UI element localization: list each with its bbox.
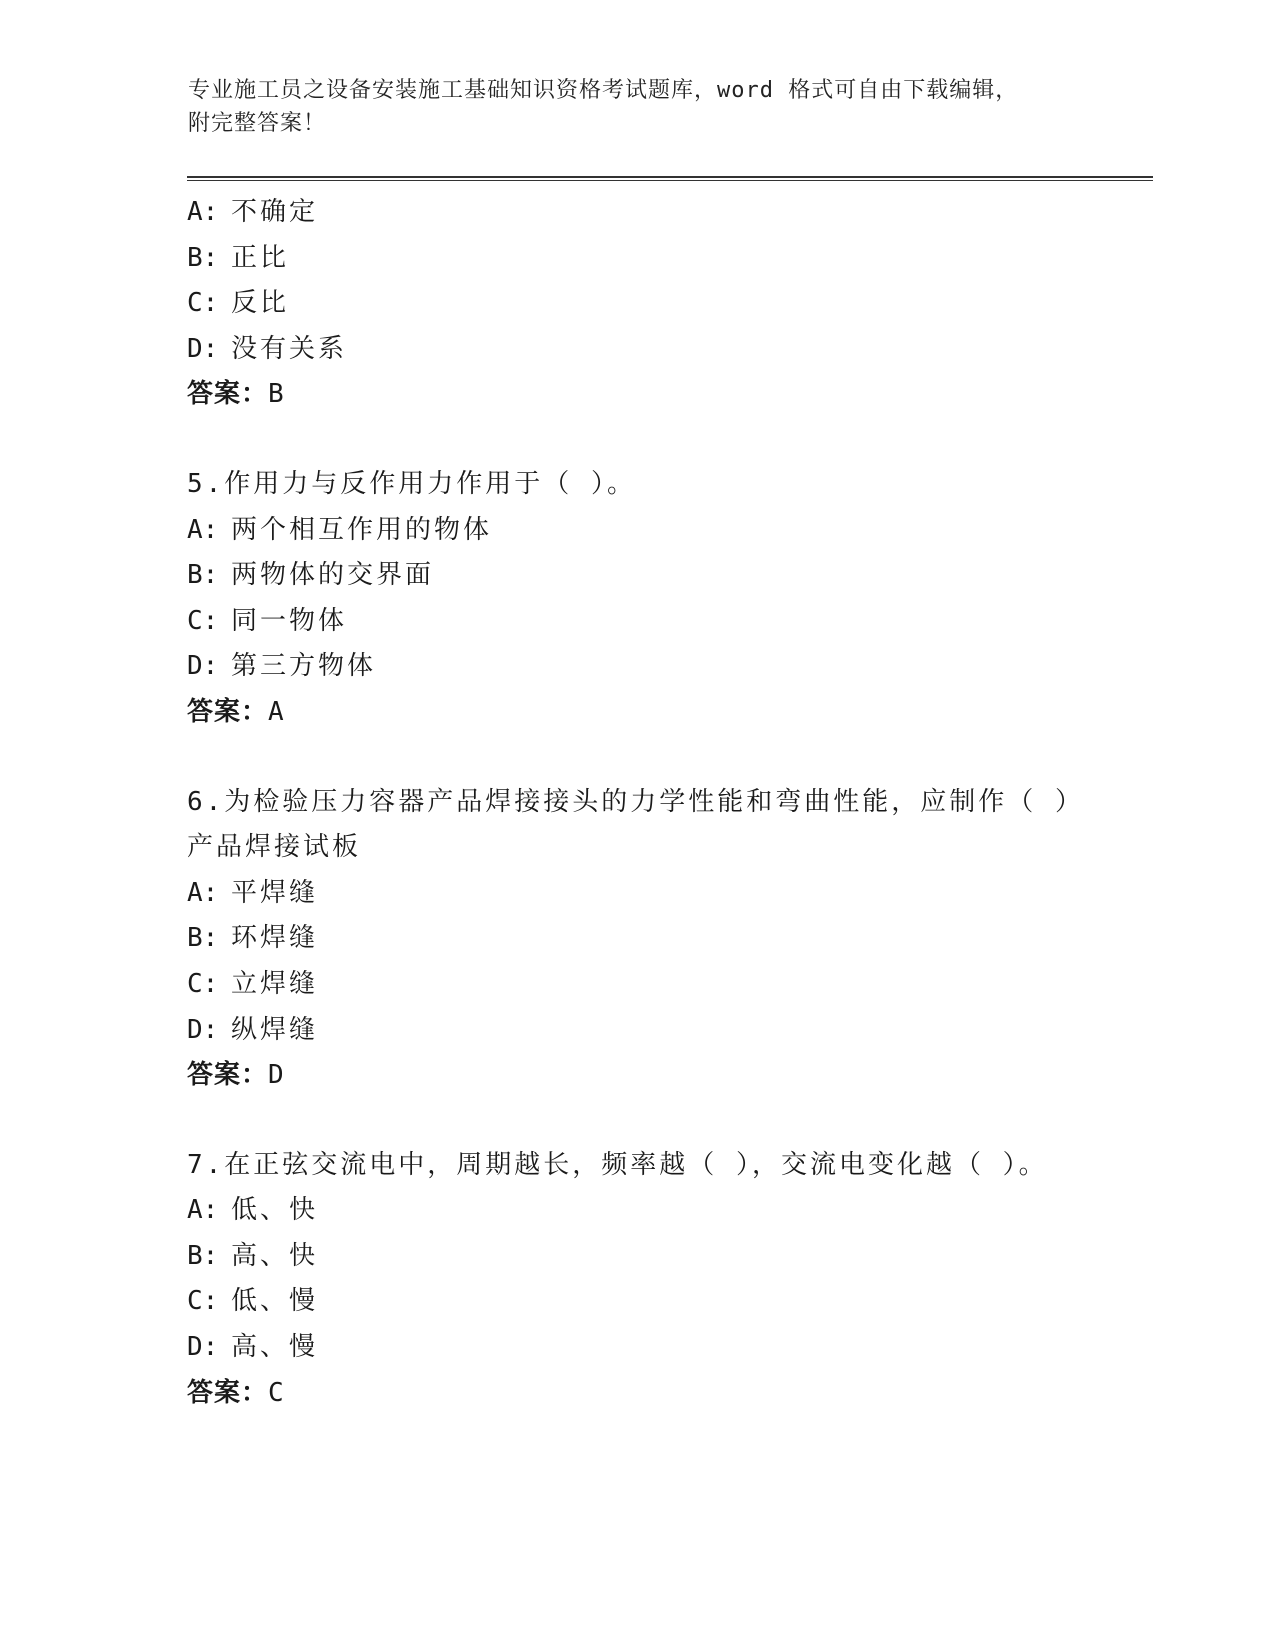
option-key: D: (187, 1332, 219, 1363)
option-a (187, 1188, 1087, 1234)
question-text: 5.作用力与反作用力作用于（ ）。 (187, 468, 636, 499)
option-text: 高、快 (231, 1240, 319, 1271)
option-b (187, 1234, 1087, 1280)
option-d (187, 1008, 1087, 1054)
option-key: A: (187, 877, 219, 908)
option-c (187, 1279, 1087, 1325)
option-key: B: (187, 560, 219, 591)
header-line-2: 附完整答案！ (188, 111, 327, 136)
document-header (188, 74, 1088, 140)
option-c (187, 962, 1087, 1008)
option-key: A: (187, 514, 219, 545)
option-text: 环焊缝 (231, 923, 319, 954)
option-key: C: (187, 968, 219, 999)
option-c (187, 599, 1087, 645)
answer-value: C (268, 1377, 285, 1408)
question-text-line-1: 6.为检验压力容器产品焊接接头的力学性能和弯曲性能，应制作（ ） (187, 786, 1084, 817)
spacer (187, 418, 1087, 462)
question-5 (187, 462, 1087, 736)
option-text: 正比 (231, 242, 290, 273)
option-b (187, 236, 1087, 282)
option-key: A: (187, 197, 219, 227)
answer-line (187, 690, 1087, 736)
option-key: D: (187, 1014, 219, 1045)
option-key: C: (187, 1286, 219, 1317)
option-text: 低、慢 (231, 1286, 319, 1317)
answer-value: A (268, 696, 285, 727)
option-key: D: (187, 651, 219, 682)
answer-line (187, 1053, 1087, 1099)
question-text-line-2: 产品焊接试板 (187, 832, 362, 863)
option-key: B: (187, 923, 219, 954)
option-d (187, 644, 1087, 690)
option-c (187, 281, 1087, 327)
answer-line (187, 1371, 1087, 1417)
option-text: 低、快 (231, 1195, 319, 1226)
answer-value: B (268, 379, 285, 410)
option-d (187, 327, 1087, 373)
option-text: 反比 (231, 288, 290, 319)
option-text: 同一物体 (231, 605, 348, 636)
spacer (187, 1099, 1087, 1143)
option-text: 两物体的交界面 (231, 560, 435, 591)
option-a (187, 190, 1087, 236)
option-text: 两个相互作用的物体 (231, 514, 493, 545)
option-d (187, 1325, 1087, 1371)
question-text: 7.在正弦交流电中，周期越长，频率越（ ），交流电变化越（ ）。 (187, 1149, 1048, 1180)
answer-value: D (268, 1060, 285, 1091)
option-a (187, 508, 1087, 554)
answer-label: 答案： (187, 1060, 269, 1091)
option-key: B: (187, 242, 219, 273)
question-7 (187, 1143, 1087, 1417)
answer-label: 答案： (187, 696, 269, 727)
answer-line (187, 372, 1087, 418)
option-text: 高、慢 (231, 1332, 319, 1363)
question-4 (187, 190, 1087, 418)
option-text: 立焊缝 (231, 968, 319, 999)
spacer (187, 736, 1087, 780)
option-key: A: (187, 1195, 219, 1226)
option-text: 平焊缝 (231, 877, 319, 908)
option-text: 纵焊缝 (231, 1014, 319, 1045)
option-a (187, 871, 1087, 917)
option-text: 不确定 (231, 197, 319, 227)
option-key: C: (187, 288, 219, 319)
answer-label: 答案： (187, 379, 269, 410)
option-b (187, 916, 1087, 962)
question-list (187, 190, 1087, 1416)
option-text: 第三方物体 (231, 651, 377, 682)
option-text: 没有关系 (231, 333, 348, 364)
answer-label: 答案： (187, 1377, 269, 1408)
option-b (187, 553, 1087, 599)
option-key: C: (187, 605, 219, 636)
option-key: D: (187, 333, 219, 364)
header-divider (187, 176, 1153, 181)
question-6 (187, 780, 1087, 1099)
header-line-1: 专业施工员之设备安装施工基础知识资格考试题库，word 格式可自由下载编辑， (188, 78, 1019, 103)
option-key: B: (187, 1240, 219, 1271)
